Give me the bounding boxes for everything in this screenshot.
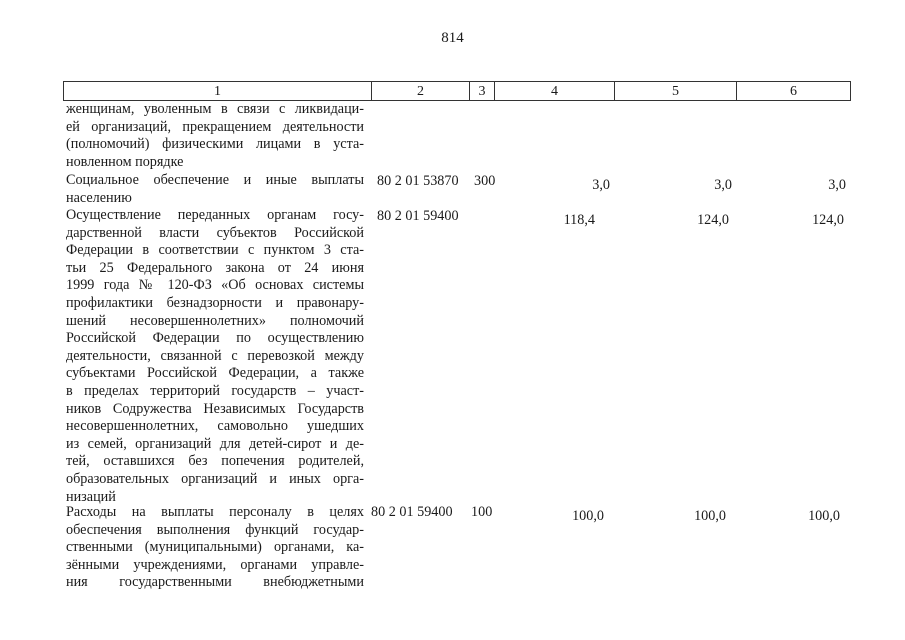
value-year-1: 100,0 — [572, 508, 604, 524]
value-year-3: 3,0 — [828, 177, 846, 193]
table-row-description — [66, 101, 364, 171]
text-line: обеспечения выполнения функций государ- — [66, 521, 364, 538]
target-code: 80 2 01 53870 — [377, 173, 459, 189]
text-line: ей организаций, прекращением деятельности — [66, 118, 364, 135]
target-code: 80 2 01 59400 — [377, 208, 459, 224]
text-line: Федерации в соответствии с пунктом 3 ста- — [66, 242, 364, 259]
value-year-2: 124,0 — [697, 212, 729, 228]
text-line: тьи 25 Федерального закона от 24 июня — [66, 259, 364, 276]
text-line: в пределах территорий государств – участ- — [66, 382, 364, 399]
column-header-2: 2 — [372, 82, 470, 100]
value-year-2: 100,0 — [694, 508, 726, 524]
value-year-3: 124,0 — [812, 212, 844, 228]
text-line: ния государственными внебюджетными — [66, 574, 364, 591]
target-code: 80 2 01 59400 — [371, 504, 453, 520]
text-line: Социальное обеспечение и иные выплаты — [66, 172, 364, 188]
text-line: тей, оставшихся без попечения родителей, — [66, 453, 364, 470]
page-number: 814 — [441, 30, 464, 46]
table-header — [63, 81, 851, 101]
value-year-1: 118,4 — [563, 212, 595, 228]
text-line: низаций — [66, 488, 116, 505]
text-line: Расходы на выплаты персоналу в целях — [66, 504, 364, 520]
text-line: несовершеннолетних, самовольно ушедших — [66, 418, 364, 435]
text-line: новленном порядке — [66, 153, 184, 170]
expense-type: 100 — [471, 504, 493, 520]
text-line: (полномочий) физическими лицами в уста- — [66, 136, 364, 153]
text-line: Российской Федерации по осуществлению — [66, 330, 364, 347]
text-line: 1999 года № 120-ФЗ «Об основах системы — [66, 277, 364, 294]
value-year-3: 100,0 — [808, 508, 840, 524]
text-line: деятельности, связанной с перевозкой между — [66, 347, 364, 364]
text-line: субъектами Российской Федерации, а также — [66, 365, 364, 382]
text-line: дарственной власти субъектов Российской — [66, 224, 364, 241]
column-header-1: 1 — [64, 82, 372, 100]
table-row-description — [66, 504, 364, 592]
text-line: ников Содружества Независимых Государств — [66, 400, 364, 417]
text-line: женщинам, уволенным в связи с ликвидаци- — [66, 101, 364, 117]
column-header-4: 4 — [495, 82, 615, 100]
expense-type: 300 — [474, 173, 496, 189]
column-header-3: 3 — [470, 82, 495, 100]
table-row-description — [66, 207, 364, 506]
table-row-description — [66, 172, 364, 207]
value-year-2: 3,0 — [714, 177, 732, 193]
text-line: профилактики безнадзорности и правонару- — [66, 294, 364, 311]
text-line: из семей, организаций для детей-сирот и де- — [66, 435, 364, 452]
column-header-6: 6 — [790, 84, 797, 99]
text-line: Осуществление переданных органам госу- — [66, 207, 364, 223]
text-line: зёнными учреждениями, органами управле- — [66, 556, 364, 573]
text-line: населению — [66, 189, 132, 206]
text-line: шений несовершеннолетних» полномочий — [66, 312, 364, 329]
text-line: образовательных организаций и иных орга- — [66, 470, 364, 487]
column-header-5: 5 — [615, 82, 737, 100]
text-line: ственными (муниципальными) органами, ка- — [66, 539, 364, 556]
value-year-1: 3,0 — [592, 177, 610, 193]
